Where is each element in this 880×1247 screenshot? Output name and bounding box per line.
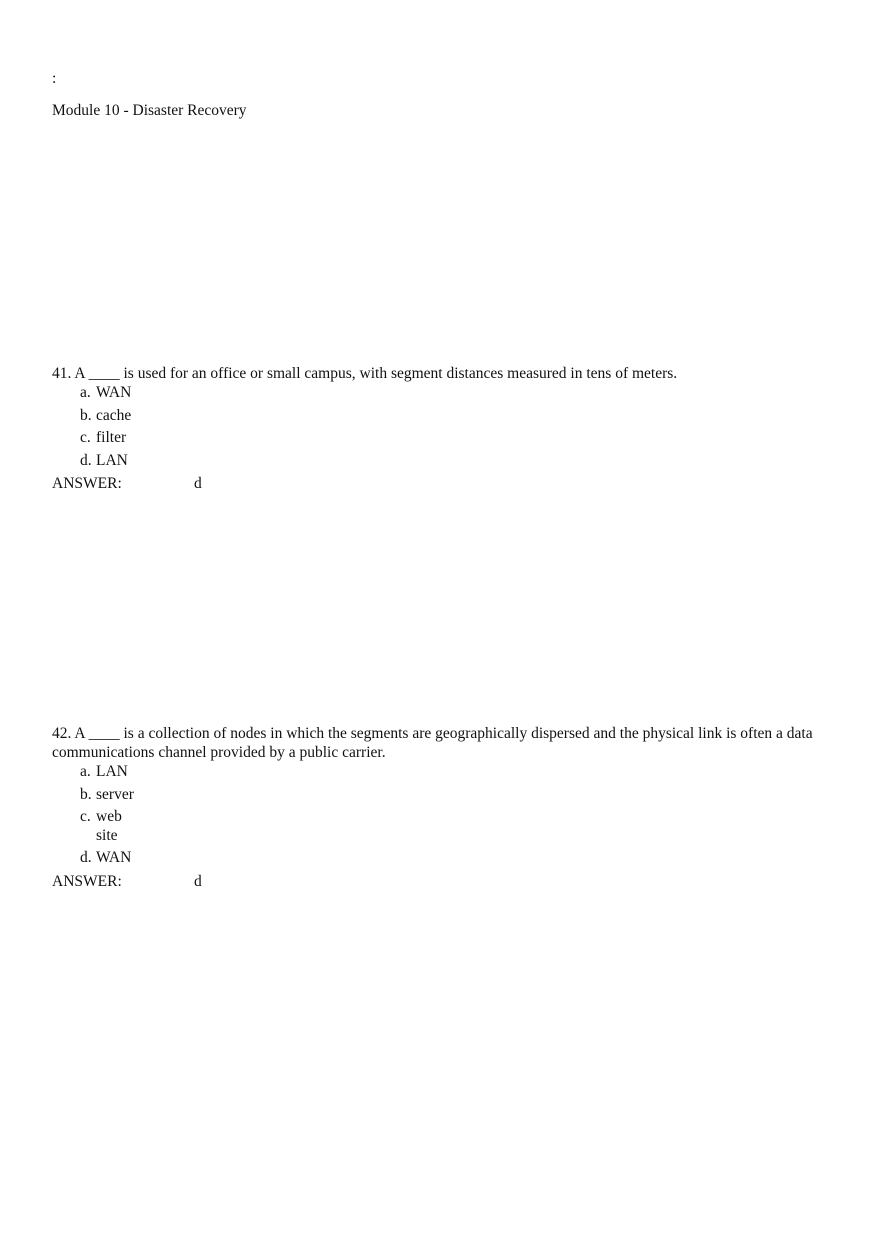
choice-text: web site <box>96 808 122 844</box>
header-colon: : <box>52 70 57 87</box>
choice-a <box>52 762 822 785</box>
answer-label: ANSWER: <box>52 872 122 890</box>
page-title: Module 10 - Disaster Recovery <box>52 102 247 119</box>
choice-text: LAN <box>96 763 128 780</box>
choice-text: WAN <box>96 849 132 866</box>
question-stem: 42. A ____ is a collection of nodes in which the segments are geographically dispersed and the physical link is often a data communications channel provided by a public carrier. <box>52 725 813 761</box>
choice-letter: c. <box>80 808 91 825</box>
choice-letter: a. <box>80 763 91 780</box>
answer-value: d <box>194 872 202 890</box>
question-42 <box>52 724 822 891</box>
choice-d <box>52 451 822 474</box>
choice-c <box>52 428 822 451</box>
choice-letter: d. <box>80 849 92 866</box>
choice-d <box>52 848 822 871</box>
choice-letter: a. <box>80 384 91 401</box>
choice-letter: b. <box>80 406 92 424</box>
choice-b <box>52 785 822 808</box>
choice-b <box>52 406 822 429</box>
answer-row <box>52 474 822 493</box>
choice-text: LAN <box>96 451 128 469</box>
answer-label: ANSWER: <box>52 475 122 492</box>
choice-text: server <box>96 785 134 803</box>
choice-letter: c. <box>80 429 91 446</box>
choice-text: cache <box>96 406 132 424</box>
answer-value: d <box>194 475 202 492</box>
question-41 <box>52 364 822 493</box>
choice-letter: b. <box>80 785 92 803</box>
choice-c <box>52 807 822 848</box>
choice-a <box>52 383 822 406</box>
answer-row <box>52 872 822 891</box>
choice-letter: d. <box>80 451 92 469</box>
choice-text: filter <box>96 429 127 446</box>
choice-list <box>52 762 822 871</box>
question-stem: 41. A ____ is used for an office or small campus, with segment distances measured in tens of meters. <box>52 365 678 382</box>
choice-list <box>52 383 822 473</box>
choice-text: WAN <box>96 384 132 401</box>
